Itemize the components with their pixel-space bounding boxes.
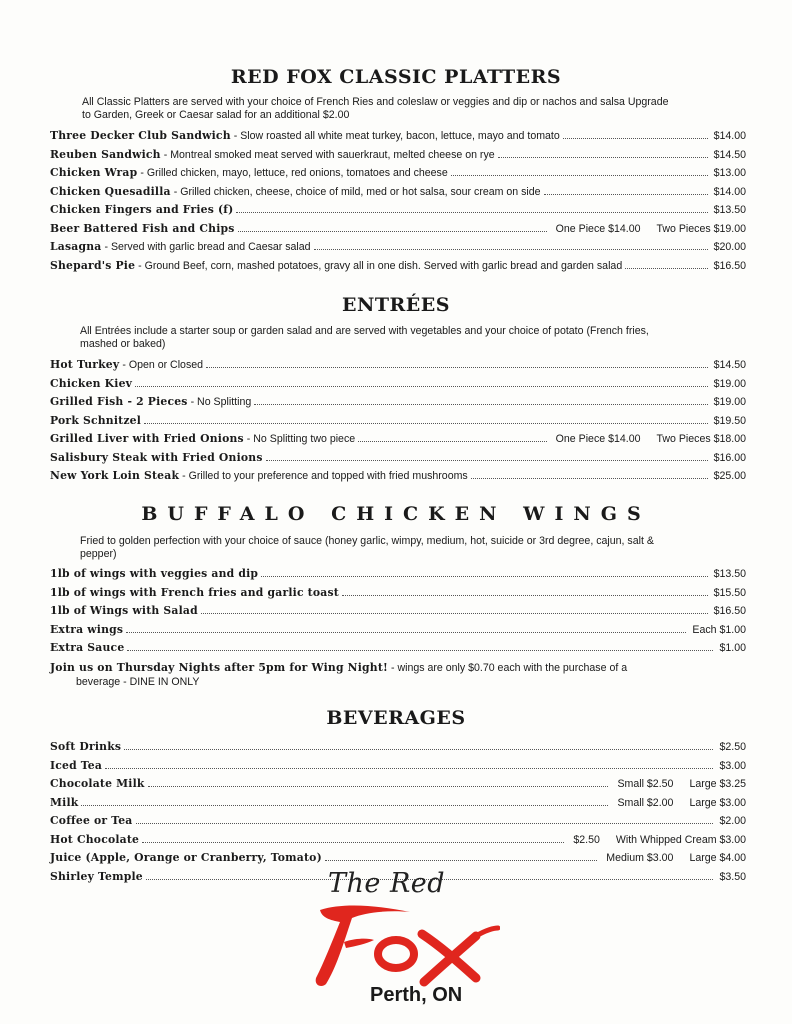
entrees-intro <box>80 325 649 351</box>
menu-item-row <box>50 222 746 237</box>
menu-item-row <box>50 833 746 848</box>
menu-item-name: 1lb of wings with veggies and dip <box>50 567 259 580</box>
menu-item-row <box>50 740 746 755</box>
classic-intro-line-2: to Garden, Greek or Caesar salad for an additional $2.00 <box>82 109 350 121</box>
menu-item-name: Chicken Kiev <box>50 376 133 390</box>
dot-leader <box>471 470 708 479</box>
menu-item-row <box>50 203 746 218</box>
menu-item-price: $16.50 <box>713 259 746 272</box>
entrees-intro-line-2: mashed or baked) <box>80 338 166 350</box>
menu-item-price: $2.50 <box>719 741 746 753</box>
menu-item-name: Chicken Fingers and Fries (f) <box>50 203 234 216</box>
menu-item-description: - Open or Closed <box>122 359 204 371</box>
menu-item-name: Shepard's Pie <box>50 258 136 272</box>
promo-line-2: beverage - DINE IN ONLY <box>76 676 200 688</box>
menu-item-name: Extra Sauce <box>50 641 125 654</box>
menu-item-name: 1lb of wings with French fries and garlic toast <box>50 585 339 599</box>
menu-item-name: Chicken Wrap <box>50 166 138 179</box>
dot-leader <box>135 378 707 387</box>
dot-leader <box>254 396 707 405</box>
menu-item-row <box>50 414 746 429</box>
menu-item-row <box>50 814 746 829</box>
dot-leader <box>238 223 547 232</box>
menu-item-price: $25.00 <box>713 470 746 482</box>
menu-item-row <box>50 604 746 619</box>
dot-leader <box>105 760 713 769</box>
menu-item-price: $13.50 <box>713 204 746 216</box>
dot-leader <box>314 241 708 250</box>
menu-item-option-price: One Piece $14.00 <box>555 222 641 235</box>
menu-item-option-price: Medium $3.00 <box>606 852 674 864</box>
dot-leader <box>266 452 708 461</box>
menu-item-option-price: One Piece $14.00 <box>555 433 641 445</box>
menu-item-row <box>50 759 746 774</box>
menu-item-name: Extra wings <box>50 622 124 636</box>
fox-logo-icon <box>300 898 500 988</box>
menu-item-name: Soft Drinks <box>50 740 122 753</box>
menu-item-name: Pork Schnitzel <box>50 413 142 427</box>
menu-item-price: $16.50 <box>713 605 746 617</box>
dot-leader <box>544 186 708 195</box>
wings-intro-line-2: pepper) <box>80 548 117 560</box>
classic-platters-title: RED FOX CLASSIC PLATTERS <box>230 66 562 88</box>
menu-item-name: Milk <box>50 795 79 809</box>
menu-item-price: $19.00 <box>713 377 746 390</box>
classic-intro-line-1: All Classic Platters are served with your choice of French Ries and coleslaw or veggies and dip or nachos and salsa Upgrade <box>82 96 669 108</box>
dot-leader <box>201 605 708 614</box>
menu-item-row <box>50 185 746 200</box>
menu-item-row <box>50 166 746 181</box>
dot-leader <box>136 815 714 824</box>
menu-item-option-price: $2.50 <box>573 833 600 846</box>
menu-item-description: - Slow roasted all white meat turkey, bacon, lettuce, mayo and tomato <box>233 130 560 142</box>
menu-item-description: - Grilled chicken, mayo, lettuce, red onions, tomatoes and cheese <box>140 167 448 179</box>
menu-item-name: Grilled Liver with Fried Onions <box>50 432 244 445</box>
menu-item-row <box>50 851 746 866</box>
menu-item-row <box>50 586 746 601</box>
promo-name: Join us on Thursday Nights after 5pm for Wing Night! <box>50 661 388 674</box>
menu-item-price: $14.00 <box>713 185 746 198</box>
menu-item-price: Two Pieces $18.00 <box>656 433 746 445</box>
menu-item-name: Coffee or Tea <box>50 814 133 827</box>
menu-item-price: $13.00 <box>713 167 746 179</box>
menu-item-row <box>50 623 746 638</box>
menu-item-name: New York Loin Steak <box>50 469 180 482</box>
menu-item-row <box>50 395 746 410</box>
menu-item-row <box>50 259 746 274</box>
menu-item-name: Chicken Quesadilla <box>50 184 171 198</box>
dot-leader <box>124 741 713 750</box>
dot-leader <box>261 568 707 577</box>
dot-leader <box>625 260 707 269</box>
menu-item-row <box>50 129 746 144</box>
dot-leader <box>236 204 707 213</box>
menu-item-price: $19.50 <box>713 414 746 427</box>
menu-item-row <box>50 377 746 392</box>
menu-item-price: $19.00 <box>713 396 746 408</box>
menu-item-price: Large $4.00 <box>689 852 746 864</box>
logo-script-text: The Red <box>328 868 446 899</box>
menu-item-price: Each $1.00 <box>692 623 746 636</box>
menu-item-price: $13.50 <box>713 568 746 580</box>
menu-item-price: $14.50 <box>713 148 746 161</box>
menu-item-price: Large $3.25 <box>689 778 746 790</box>
menu-item-name: Shirley Temple <box>50 869 143 883</box>
menu-item-description: - No Splitting two piece <box>246 433 356 445</box>
menu-item-price: Large $3.00 <box>689 796 746 809</box>
menu-item-row <box>50 358 746 373</box>
dot-leader <box>358 433 547 442</box>
menu-item-row <box>50 148 746 163</box>
menu-item-row <box>50 240 746 255</box>
dot-leader <box>342 587 708 596</box>
menu-item-row <box>50 451 746 466</box>
red-fox-logo <box>300 868 500 1018</box>
dot-leader <box>498 149 708 158</box>
menu-item-row <box>50 432 746 447</box>
entrees-intro-line-1: All Entrées include a starter soup or garden salad and are served with vegetables and your choice of potato (French fries, <box>80 325 649 337</box>
menu-item-price: $20.00 <box>713 241 746 253</box>
beverages-title: BEVERAGES <box>326 707 466 729</box>
menu-item-description: - No Splitting <box>190 396 252 408</box>
menu-item-price: Two Pieces $19.00 <box>656 222 746 235</box>
dot-leader <box>142 834 564 843</box>
dot-leader <box>325 852 597 861</box>
menu-item-row <box>50 641 746 656</box>
menu-item-name: Grilled Fish - 2 Pieces <box>50 395 188 408</box>
menu-item-price: $1.00 <box>719 642 746 654</box>
dot-leader <box>206 359 708 368</box>
menu-item-name: Lasagna <box>50 240 102 253</box>
dot-leader <box>563 130 708 139</box>
dot-leader <box>148 778 609 787</box>
menu-item-price: $2.00 <box>719 815 746 827</box>
dot-leader <box>127 642 713 651</box>
menu-item-name: Hot Chocolate <box>50 832 140 846</box>
menu-item-price: $14.00 <box>713 130 746 142</box>
menu-item-option-price: Small $2.50 <box>617 778 674 790</box>
menu-item-description: - Grilled to your preference and topped with fried mushrooms <box>182 470 468 482</box>
menu-item-name: 1lb of Wings with Salad <box>50 604 198 617</box>
wings-intro <box>80 535 654 561</box>
dot-leader <box>126 624 686 633</box>
dot-leader <box>81 797 608 806</box>
menu-item-row <box>50 567 746 582</box>
wing-night-promo <box>50 661 746 676</box>
entrees-title: ENTRÉES <box>342 294 450 316</box>
dot-leader <box>144 415 708 424</box>
wings-intro-line-1: Fried to golden perfection with your choice of sauce (honey garlic, wimpy, medium, hot, suicide or 3rd degree, cajun, salt & <box>80 535 654 547</box>
menu-item-price: $16.00 <box>713 451 746 464</box>
menu-item-name: Reuben Sandwich <box>50 147 161 161</box>
menu-item-price: $3.00 <box>719 759 746 772</box>
dot-leader <box>451 167 708 176</box>
menu-item-name: Hot Turkey <box>50 358 120 371</box>
promo-desc: - wings are only $0.70 each with the purchase of a <box>390 662 628 674</box>
menu-item-name: Chocolate Milk <box>50 777 145 790</box>
menu-item-price: $15.50 <box>713 586 746 599</box>
menu-item-row <box>50 469 746 484</box>
logo-location: Perth, ON <box>370 984 463 1006</box>
classic-intro <box>82 96 668 122</box>
menu-item-price: $3.50 <box>719 870 746 883</box>
menu-item-price: With Whipped Cream $3.00 <box>615 833 746 846</box>
wings-title: BUFFALO CHICKEN WINGS <box>141 503 651 525</box>
menu-item-price: $14.50 <box>713 359 746 371</box>
menu-item-description: - Served with garlic bread and Caesar salad <box>104 241 311 253</box>
menu-item-name: Beer Battered Fish and Chips <box>50 221 235 235</box>
menu-item-option-price: Small $2.00 <box>617 796 674 809</box>
menu-item-description: - Ground Beef, corn, mashed potatoes, gravy all in one dish. Served with garlic bread and garden salad <box>138 259 623 272</box>
menu-item-name: Salisbury Steak with Fried Onions <box>50 450 263 464</box>
menu-item-row <box>50 777 746 792</box>
menu-item-row <box>50 796 746 811</box>
menu-item-description: - Montreal smoked meat served with sauerkraut, melted cheese on rye <box>163 148 495 161</box>
menu-item-name: Iced Tea <box>50 758 103 772</box>
menu-item-name: Three Decker Club Sandwich <box>50 129 231 142</box>
menu-item-description: - Grilled chicken, cheese, choice of mild, med or hot salsa, sour cream on side <box>173 185 541 198</box>
menu-item-name: Juice (Apple, Orange or Cranberry, Tomato) <box>50 851 322 864</box>
